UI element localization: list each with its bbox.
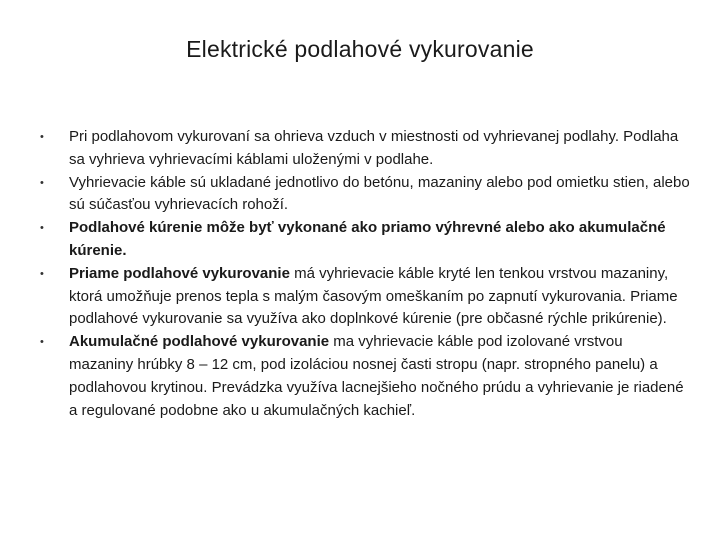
bullet-text: ma vyhrievacie káble pod izolované vrstvou mazaniny hrúbky 8 – 12 cm, pod izoláciou nosnej časti stropu (napr. stropného panelu) a podlahovou krytinou. Prevádzka využíva lacnejšieho nočného prúdu a vyhrievanie je riadené a regulované podobne ako u akumulačných kachieľ. bbox=[69, 333, 684, 419]
bullet-bold-text: Priame podlahové vykurovanie bbox=[69, 264, 290, 282]
bullet-text: Pri podlahovom vykurovaní sa ohrieva vzduch v miestnosti od vyhrievanej podlahy. Podlaha sa vyhrieva vyhrievacími káblami uloženými v podlahe. bbox=[69, 128, 679, 168]
bullet-item bbox=[40, 217, 690, 263]
bullet-bold-text: Akumulačné podlahové vykurovanie bbox=[69, 333, 330, 351]
bullet-icon: • bbox=[40, 222, 44, 235]
bullet-text: Vyhrievacie káble sú ukladané jednotlivo do betónu, mazaniny alebo pod omietku stien, alebo sú súčasťou vyhrievacích rohoží. bbox=[69, 173, 690, 214]
bullet-text: má vyhrievacie káble kryté len tenkou vrstvou mazaniny, ktorá umožňuje prenos tepla s malým časovým omeškaním po zapnutí vykurovania. Priame podlahové vykurovanie sa využíva ako doplnkové kúrenie (pre občasné rýchle prikúrenie). bbox=[69, 264, 678, 328]
slide-title: Elektrické podlahové vykurovanie bbox=[186, 36, 534, 62]
bullet-bold-text: Podlahové kúrenie môže byť vykonané ako priamo výhrevné alebo ako akumulačné kúrenie. bbox=[69, 219, 666, 259]
bullet-icon: • bbox=[40, 267, 44, 280]
bullet-icon: • bbox=[40, 336, 44, 349]
bullet-list bbox=[40, 126, 690, 422]
bullet-item bbox=[40, 172, 690, 218]
bullet-item bbox=[40, 331, 690, 422]
bullet-icon: • bbox=[40, 176, 44, 189]
bullet-item bbox=[40, 263, 690, 331]
bullet-item bbox=[40, 126, 690, 172]
bullet-icon: • bbox=[40, 131, 44, 143]
